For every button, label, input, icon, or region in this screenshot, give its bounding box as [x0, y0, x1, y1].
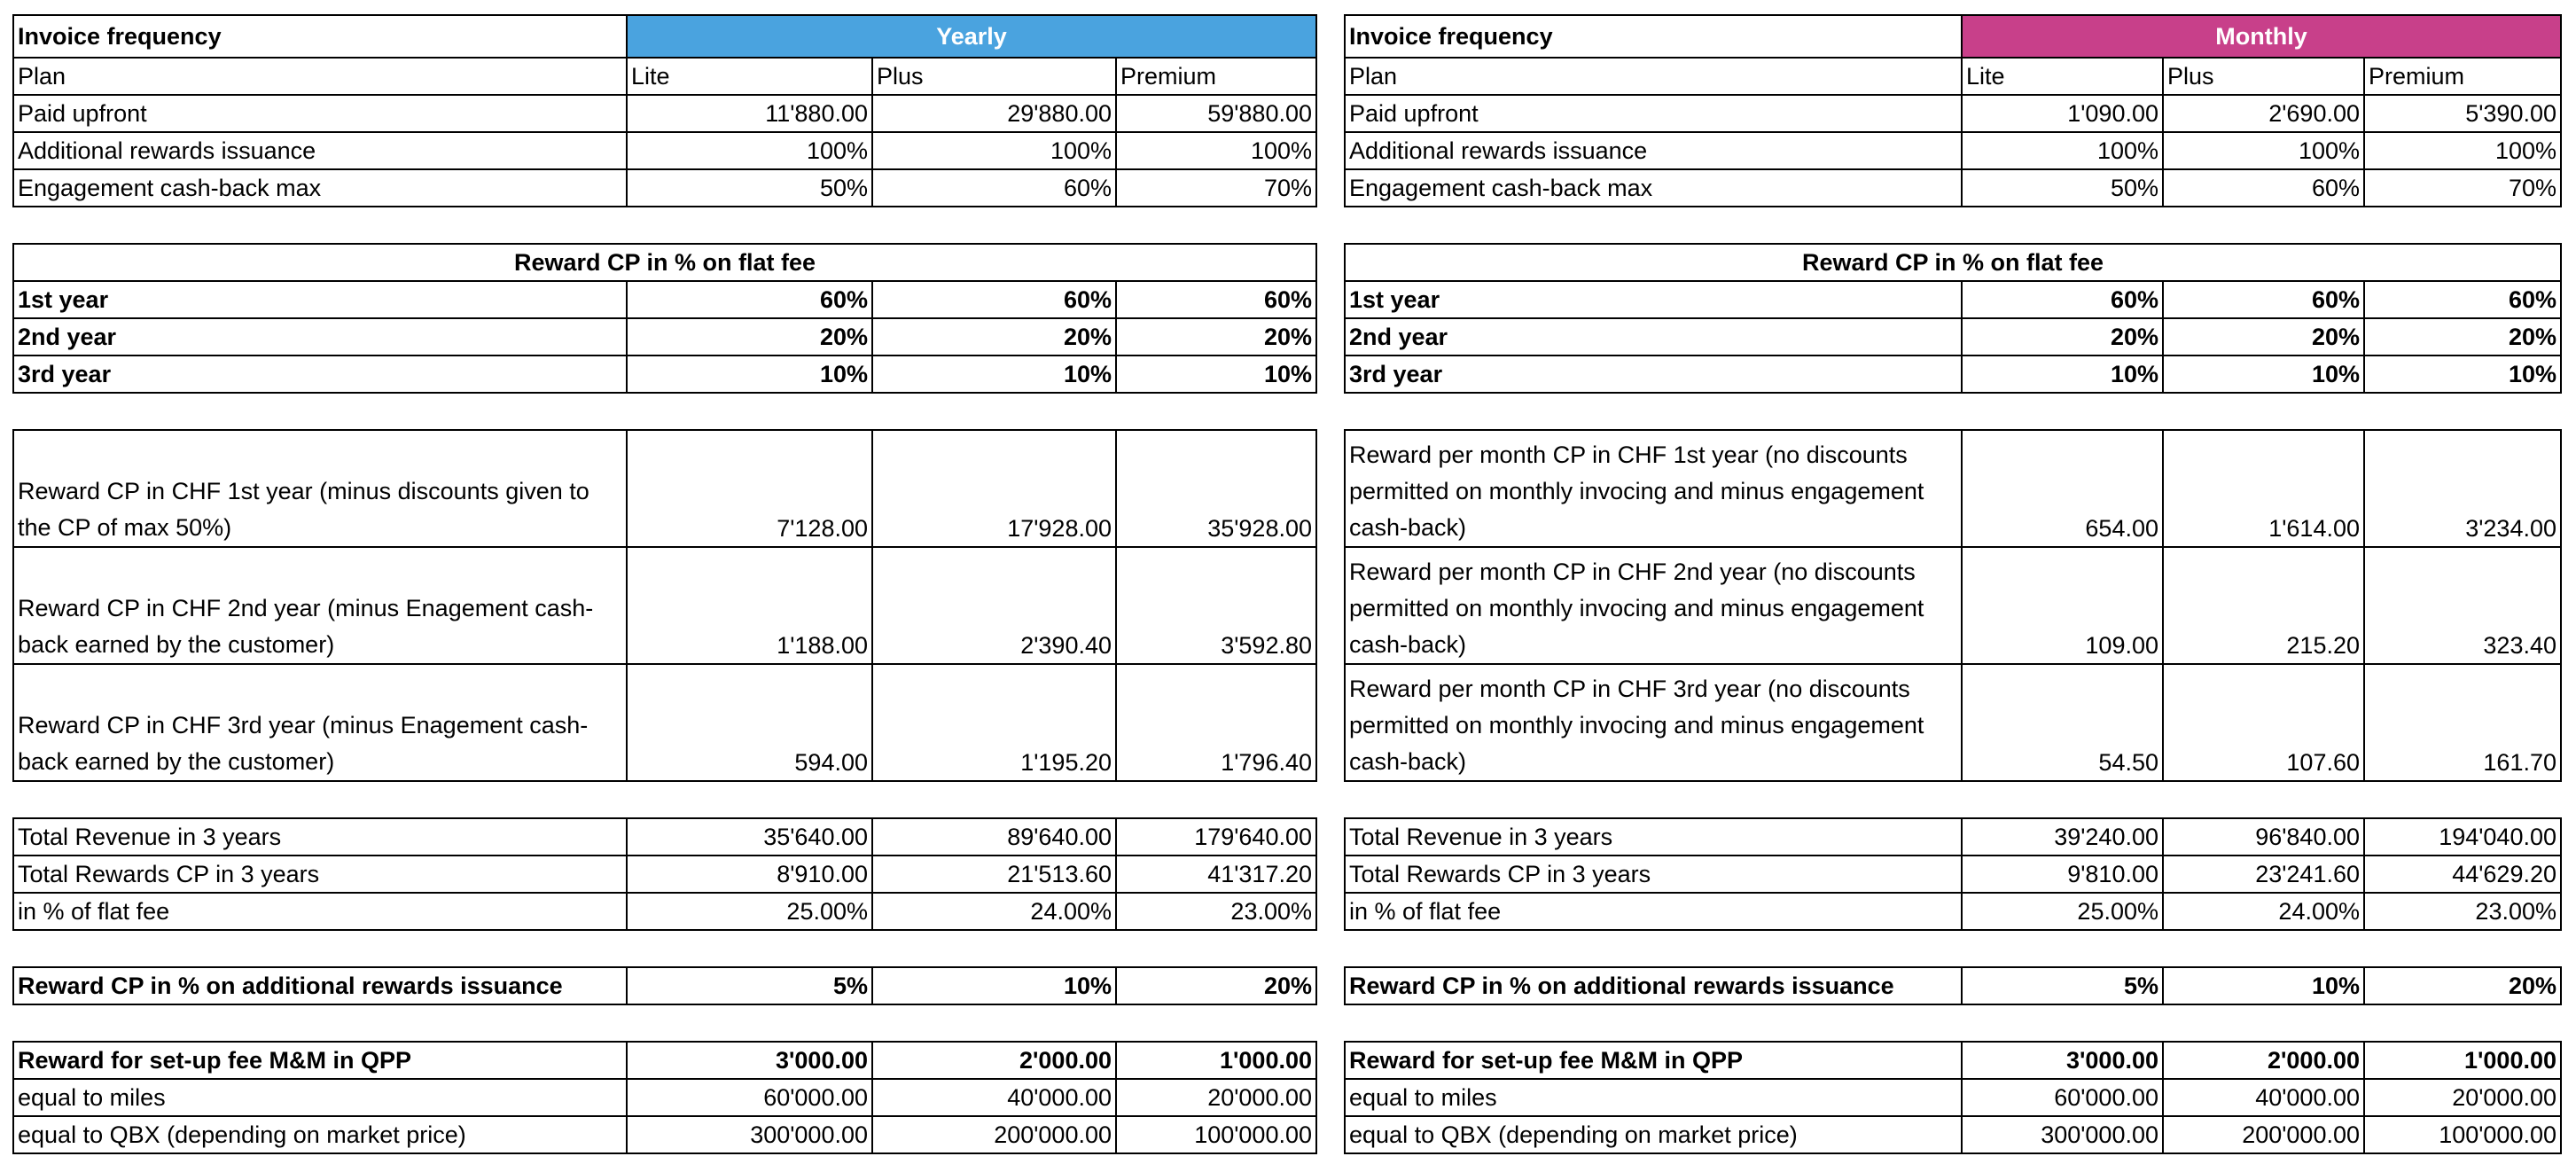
row-label[interactable]: equal to miles — [1345, 1079, 1962, 1116]
row-label[interactable]: equal to QBX (depending on market price) — [13, 1116, 627, 1153]
plan-table — [1344, 14, 2562, 207]
cell-plus[interactable]: 40'000.00 — [2163, 1079, 2364, 1116]
table-row — [13, 967, 1316, 1004]
table-row — [13, 1116, 1316, 1153]
row-label[interactable]: Total Rewards CP in 3 years — [1345, 856, 1962, 893]
cell-plus[interactable]: 60% — [2163, 281, 2364, 318]
cell-lite[interactable]: 25.00% — [1962, 893, 2163, 930]
cell-plus[interactable]: 10% — [2163, 356, 2364, 393]
cell-lite[interactable]: 5% — [627, 967, 872, 1004]
cell-plus[interactable]: 215.20 — [2163, 547, 2364, 664]
row-label[interactable]: equal to QBX (depending on market price) — [1345, 1116, 1962, 1153]
table-row — [13, 818, 1316, 856]
row-label[interactable]: Total Revenue in 3 years — [1345, 818, 1962, 856]
cell-lite[interactable]: 20% — [1962, 318, 2163, 356]
cell-lite[interactable]: 7'128.00 — [627, 430, 872, 547]
cell-premium[interactable]: 44'629.20 — [2364, 856, 2561, 893]
cell-lite[interactable]: 60% — [1962, 281, 2163, 318]
cell-plus[interactable]: 29'880.00 — [872, 95, 1116, 132]
cell-premium[interactable]: 100% — [2364, 132, 2561, 169]
table-row — [13, 318, 1316, 356]
section-title[interactable]: Reward CP in % on flat fee — [13, 244, 1316, 281]
cell-plus[interactable]: 2'000.00 — [872, 1042, 1116, 1079]
table-row — [1345, 318, 2561, 356]
cell-premium[interactable]: 23.00% — [2364, 893, 2561, 930]
invoice-frequency-label[interactable]: Invoice frequency — [13, 15, 627, 58]
cell-lite[interactable]: 300'000.00 — [1962, 1116, 2163, 1153]
cell-premium[interactable]: 323.40 — [2364, 547, 2561, 664]
cell-plus[interactable]: 100% — [872, 132, 1116, 169]
row-label[interactable]: in % of flat fee — [1345, 893, 1962, 930]
reward-pct-table — [12, 243, 1317, 394]
cell-premium[interactable]: 100'000.00 — [2364, 1116, 2561, 1153]
table-row — [1345, 95, 2561, 132]
cell-plus[interactable]: 10% — [872, 356, 1116, 393]
row-label[interactable]: 1st year — [13, 281, 627, 318]
table-row — [1345, 58, 2561, 95]
cell-premium[interactable]: 23.00% — [1116, 893, 1316, 930]
reward-chf-table — [1344, 429, 2562, 782]
cell-lite[interactable]: 5% — [1962, 967, 2163, 1004]
table-row — [1345, 132, 2561, 169]
invoice-frequency-label[interactable]: Invoice frequency — [1345, 15, 1962, 58]
cell-lite[interactable]: 1'188.00 — [627, 547, 872, 664]
row-label[interactable]: Engagement cash-back max — [1345, 169, 1962, 207]
totals-table — [12, 817, 1317, 931]
cell-lite[interactable]: 50% — [627, 169, 872, 207]
yearly-panel — [12, 14, 1315, 1154]
table-row — [13, 58, 1316, 95]
frequency-header[interactable]: Monthly — [1962, 15, 2561, 58]
table-row — [13, 281, 1316, 318]
table-row — [1345, 1079, 2561, 1116]
cell-lite[interactable]: 25.00% — [627, 893, 872, 930]
plan-label[interactable]: Plan — [1345, 58, 1962, 95]
cell-lite[interactable]: 100% — [1962, 132, 2163, 169]
reward-chf-table — [12, 429, 1317, 782]
cell-lite[interactable]: 594.00 — [627, 664, 872, 781]
cell-premium[interactable]: 161.70 — [2364, 664, 2561, 781]
cell-premium[interactable]: 1'000.00 — [2364, 1042, 2561, 1079]
cell-premium[interactable]: 10% — [2364, 356, 2561, 393]
cell-plus[interactable]: 1'195.20 — [872, 664, 1116, 781]
row-label[interactable]: Total Rewards CP in 3 years — [13, 856, 627, 893]
cell-lite[interactable]: 100% — [627, 132, 872, 169]
table-row — [13, 15, 1316, 58]
cell-lite[interactable]: 54.50 — [1962, 664, 2163, 781]
totals-table — [1344, 817, 2562, 931]
table-row — [13, 95, 1316, 132]
table-row — [1345, 281, 2561, 318]
plan-premium[interactable]: Premium — [1116, 58, 1316, 95]
cell-lite[interactable]: 3'000.00 — [627, 1042, 872, 1079]
table-row — [1345, 893, 2561, 930]
cell-plus[interactable]: 21'513.60 — [872, 856, 1116, 893]
row-label[interactable]: 3rd year — [13, 356, 627, 393]
additional-rewards-table — [1344, 966, 2562, 1005]
cell-lite[interactable]: 20% — [627, 318, 872, 356]
row-label[interactable]: 1st year — [1345, 281, 1962, 318]
cell-plus[interactable]: 2'000.00 — [2163, 1042, 2364, 1079]
cell-plus[interactable]: 60% — [872, 169, 1116, 207]
cell-lite[interactable]: 11'880.00 — [627, 95, 872, 132]
cell-plus[interactable]: 10% — [872, 967, 1116, 1004]
cell-premium[interactable]: 41'317.20 — [1116, 856, 1316, 893]
cell-lite[interactable]: 60% — [627, 281, 872, 318]
table-row — [13, 547, 1316, 664]
table-row — [13, 132, 1316, 169]
cell-premium[interactable]: 10% — [1116, 356, 1316, 393]
cell-lite[interactable]: 1'090.00 — [1962, 95, 2163, 132]
row-label[interactable]: Reward for set-up fee M&M in QPP — [13, 1042, 627, 1079]
cell-plus[interactable]: 40'000.00 — [872, 1079, 1116, 1116]
table-row — [1345, 430, 2561, 547]
table-row — [1345, 244, 2561, 281]
cell-lite[interactable]: 60'000.00 — [627, 1079, 872, 1116]
cell-premium[interactable]: 1'000.00 — [1116, 1042, 1316, 1079]
cell-plus[interactable]: 200'000.00 — [2163, 1116, 2364, 1153]
plan-plus[interactable]: Plus — [872, 58, 1116, 95]
cell-lite[interactable]: 3'000.00 — [1962, 1042, 2163, 1079]
cell-plus[interactable]: 89'640.00 — [872, 818, 1116, 856]
cell-plus[interactable]: 23'241.60 — [2163, 856, 2364, 893]
cell-premium[interactable]: 5'390.00 — [2364, 95, 2561, 132]
row-label[interactable]: Additional rewards issuance — [1345, 132, 1962, 169]
section-title[interactable]: Reward CP in % on flat fee — [1345, 244, 2561, 281]
cell-plus[interactable]: 2'690.00 — [2163, 95, 2364, 132]
cell-lite[interactable]: 50% — [1962, 169, 2163, 207]
table-row — [13, 430, 1316, 547]
cell-plus[interactable]: 10% — [2163, 967, 2364, 1004]
cell-lite[interactable]: 35'640.00 — [627, 818, 872, 856]
row-label[interactable]: Reward CP in % on additional rewards issuance — [13, 967, 627, 1004]
table-row — [13, 856, 1316, 893]
row-label[interactable]: Reward per month CP in CHF 3rd year (no discounts permitted on monthly invocing and minus engagement cash-back) — [1345, 664, 1962, 781]
cell-premium[interactable]: 100'000.00 — [1116, 1116, 1316, 1153]
table-row — [1345, 818, 2561, 856]
table-row — [13, 1042, 1316, 1079]
row-label[interactable]: Reward CP in CHF 3rd year (minus Enagement cash-back earned by the customer) — [13, 664, 627, 781]
setup-fee-table — [1344, 1041, 2562, 1154]
table-row — [1345, 664, 2561, 781]
cell-premium[interactable]: 59'880.00 — [1116, 95, 1316, 132]
cell-plus[interactable]: 2'390.40 — [872, 547, 1116, 664]
row-label[interactable]: Total Revenue in 3 years — [13, 818, 627, 856]
monthly-panel — [1344, 14, 2560, 1154]
cell-premium[interactable]: 3'592.80 — [1116, 547, 1316, 664]
cell-premium[interactable]: 20'000.00 — [2364, 1079, 2561, 1116]
reward-pct-table — [1344, 243, 2562, 394]
table-row — [1345, 1042, 2561, 1079]
cell-premium[interactable]: 70% — [1116, 169, 1316, 207]
row-label[interactable]: 2nd year — [13, 318, 627, 356]
row-label[interactable]: Reward CP in CHF 2nd year (minus Enagement cash-back earned by the customer) — [13, 547, 627, 664]
cell-lite[interactable]: 8'910.00 — [627, 856, 872, 893]
cell-plus[interactable]: 96'840.00 — [2163, 818, 2364, 856]
row-label[interactable]: 3rd year — [1345, 356, 1962, 393]
cell-plus[interactable]: 17'928.00 — [872, 430, 1116, 547]
cell-premium[interactable]: 1'796.40 — [1116, 664, 1316, 781]
table-row — [13, 356, 1316, 393]
table-row — [13, 664, 1316, 781]
table-row — [1345, 356, 2561, 393]
cell-plus[interactable]: 60% — [872, 281, 1116, 318]
plan-table — [12, 14, 1317, 207]
cell-premium[interactable]: 70% — [2364, 169, 2561, 207]
cell-premium[interactable]: 194'040.00 — [2364, 818, 2561, 856]
table-row — [1345, 1116, 2561, 1153]
row-label[interactable]: equal to miles — [13, 1079, 627, 1116]
row-label[interactable]: Paid upfront — [13, 95, 627, 132]
cell-premium[interactable]: 3'234.00 — [2364, 430, 2561, 547]
row-label[interactable]: Reward per month CP in CHF 2nd year (no discounts permitted on monthly invocing and minus engagement cash-back) — [1345, 547, 1962, 664]
cell-premium[interactable]: 35'928.00 — [1116, 430, 1316, 547]
table-row — [1345, 547, 2561, 664]
cell-lite[interactable]: 654.00 — [1962, 430, 2163, 547]
plan-lite[interactable]: Lite — [627, 58, 872, 95]
frequency-header[interactable]: Yearly — [627, 15, 1316, 58]
cell-premium[interactable]: 100% — [1116, 132, 1316, 169]
row-label[interactable]: Paid upfront — [1345, 95, 1962, 132]
cell-premium[interactable]: 20% — [1116, 967, 1316, 1004]
cell-premium[interactable]: 179'640.00 — [1116, 818, 1316, 856]
cell-premium[interactable]: 20% — [1116, 318, 1316, 356]
cell-lite[interactable]: 39'240.00 — [1962, 818, 2163, 856]
cell-plus[interactable]: 24.00% — [872, 893, 1116, 930]
cell-plus[interactable]: 1'614.00 — [2163, 430, 2364, 547]
cell-plus[interactable]: 20% — [2163, 318, 2364, 356]
plan-label[interactable]: Plan — [13, 58, 627, 95]
plan-plus[interactable]: Plus — [2163, 58, 2364, 95]
table-row — [13, 893, 1316, 930]
cell-premium[interactable]: 20% — [2364, 318, 2561, 356]
cell-lite[interactable]: 10% — [1962, 356, 2163, 393]
row-label[interactable]: Additional rewards issuance — [13, 132, 627, 169]
row-label[interactable]: Reward for set-up fee M&M in QPP — [1345, 1042, 1962, 1079]
cell-plus[interactable]: 107.60 — [2163, 664, 2364, 781]
cell-plus[interactable]: 100% — [2163, 132, 2364, 169]
cell-premium[interactable]: 60% — [2364, 281, 2561, 318]
row-label[interactable]: 2nd year — [1345, 318, 1962, 356]
cell-lite[interactable]: 300'000.00 — [627, 1116, 872, 1153]
table-row — [13, 1079, 1316, 1116]
cell-lite[interactable]: 10% — [627, 356, 872, 393]
table-row — [1345, 15, 2561, 58]
table-row — [1345, 967, 2561, 1004]
cell-lite[interactable]: 109.00 — [1962, 547, 2163, 664]
cell-plus[interactable]: 200'000.00 — [872, 1116, 1116, 1153]
cell-premium[interactable]: 60% — [1116, 281, 1316, 318]
row-label[interactable]: Engagement cash-back max — [13, 169, 627, 207]
cell-plus[interactable]: 24.00% — [2163, 893, 2364, 930]
cell-lite[interactable]: 60'000.00 — [1962, 1079, 2163, 1116]
row-label[interactable]: Reward CP in % on additional rewards issuance — [1345, 967, 1962, 1004]
table-row — [1345, 856, 2561, 893]
row-label[interactable]: Reward CP in CHF 1st year (minus discounts given to the CP of max 50%) — [13, 430, 627, 547]
row-label[interactable]: Reward per month CP in CHF 1st year (no discounts permitted on monthly invocing and minus engagement cash-back) — [1345, 430, 1962, 547]
cell-lite[interactable]: 9'810.00 — [1962, 856, 2163, 893]
cell-premium[interactable]: 20'000.00 — [1116, 1079, 1316, 1116]
table-row — [1345, 169, 2561, 207]
cell-plus[interactable]: 20% — [872, 318, 1116, 356]
plan-premium[interactable]: Premium — [2364, 58, 2561, 95]
cell-plus[interactable]: 60% — [2163, 169, 2364, 207]
table-row — [13, 244, 1316, 281]
cell-premium[interactable]: 20% — [2364, 967, 2561, 1004]
plan-lite[interactable]: Lite — [1962, 58, 2163, 95]
additional-rewards-table — [12, 966, 1317, 1005]
row-label[interactable]: in % of flat fee — [13, 893, 627, 930]
table-row — [13, 169, 1316, 207]
setup-fee-table — [12, 1041, 1317, 1154]
